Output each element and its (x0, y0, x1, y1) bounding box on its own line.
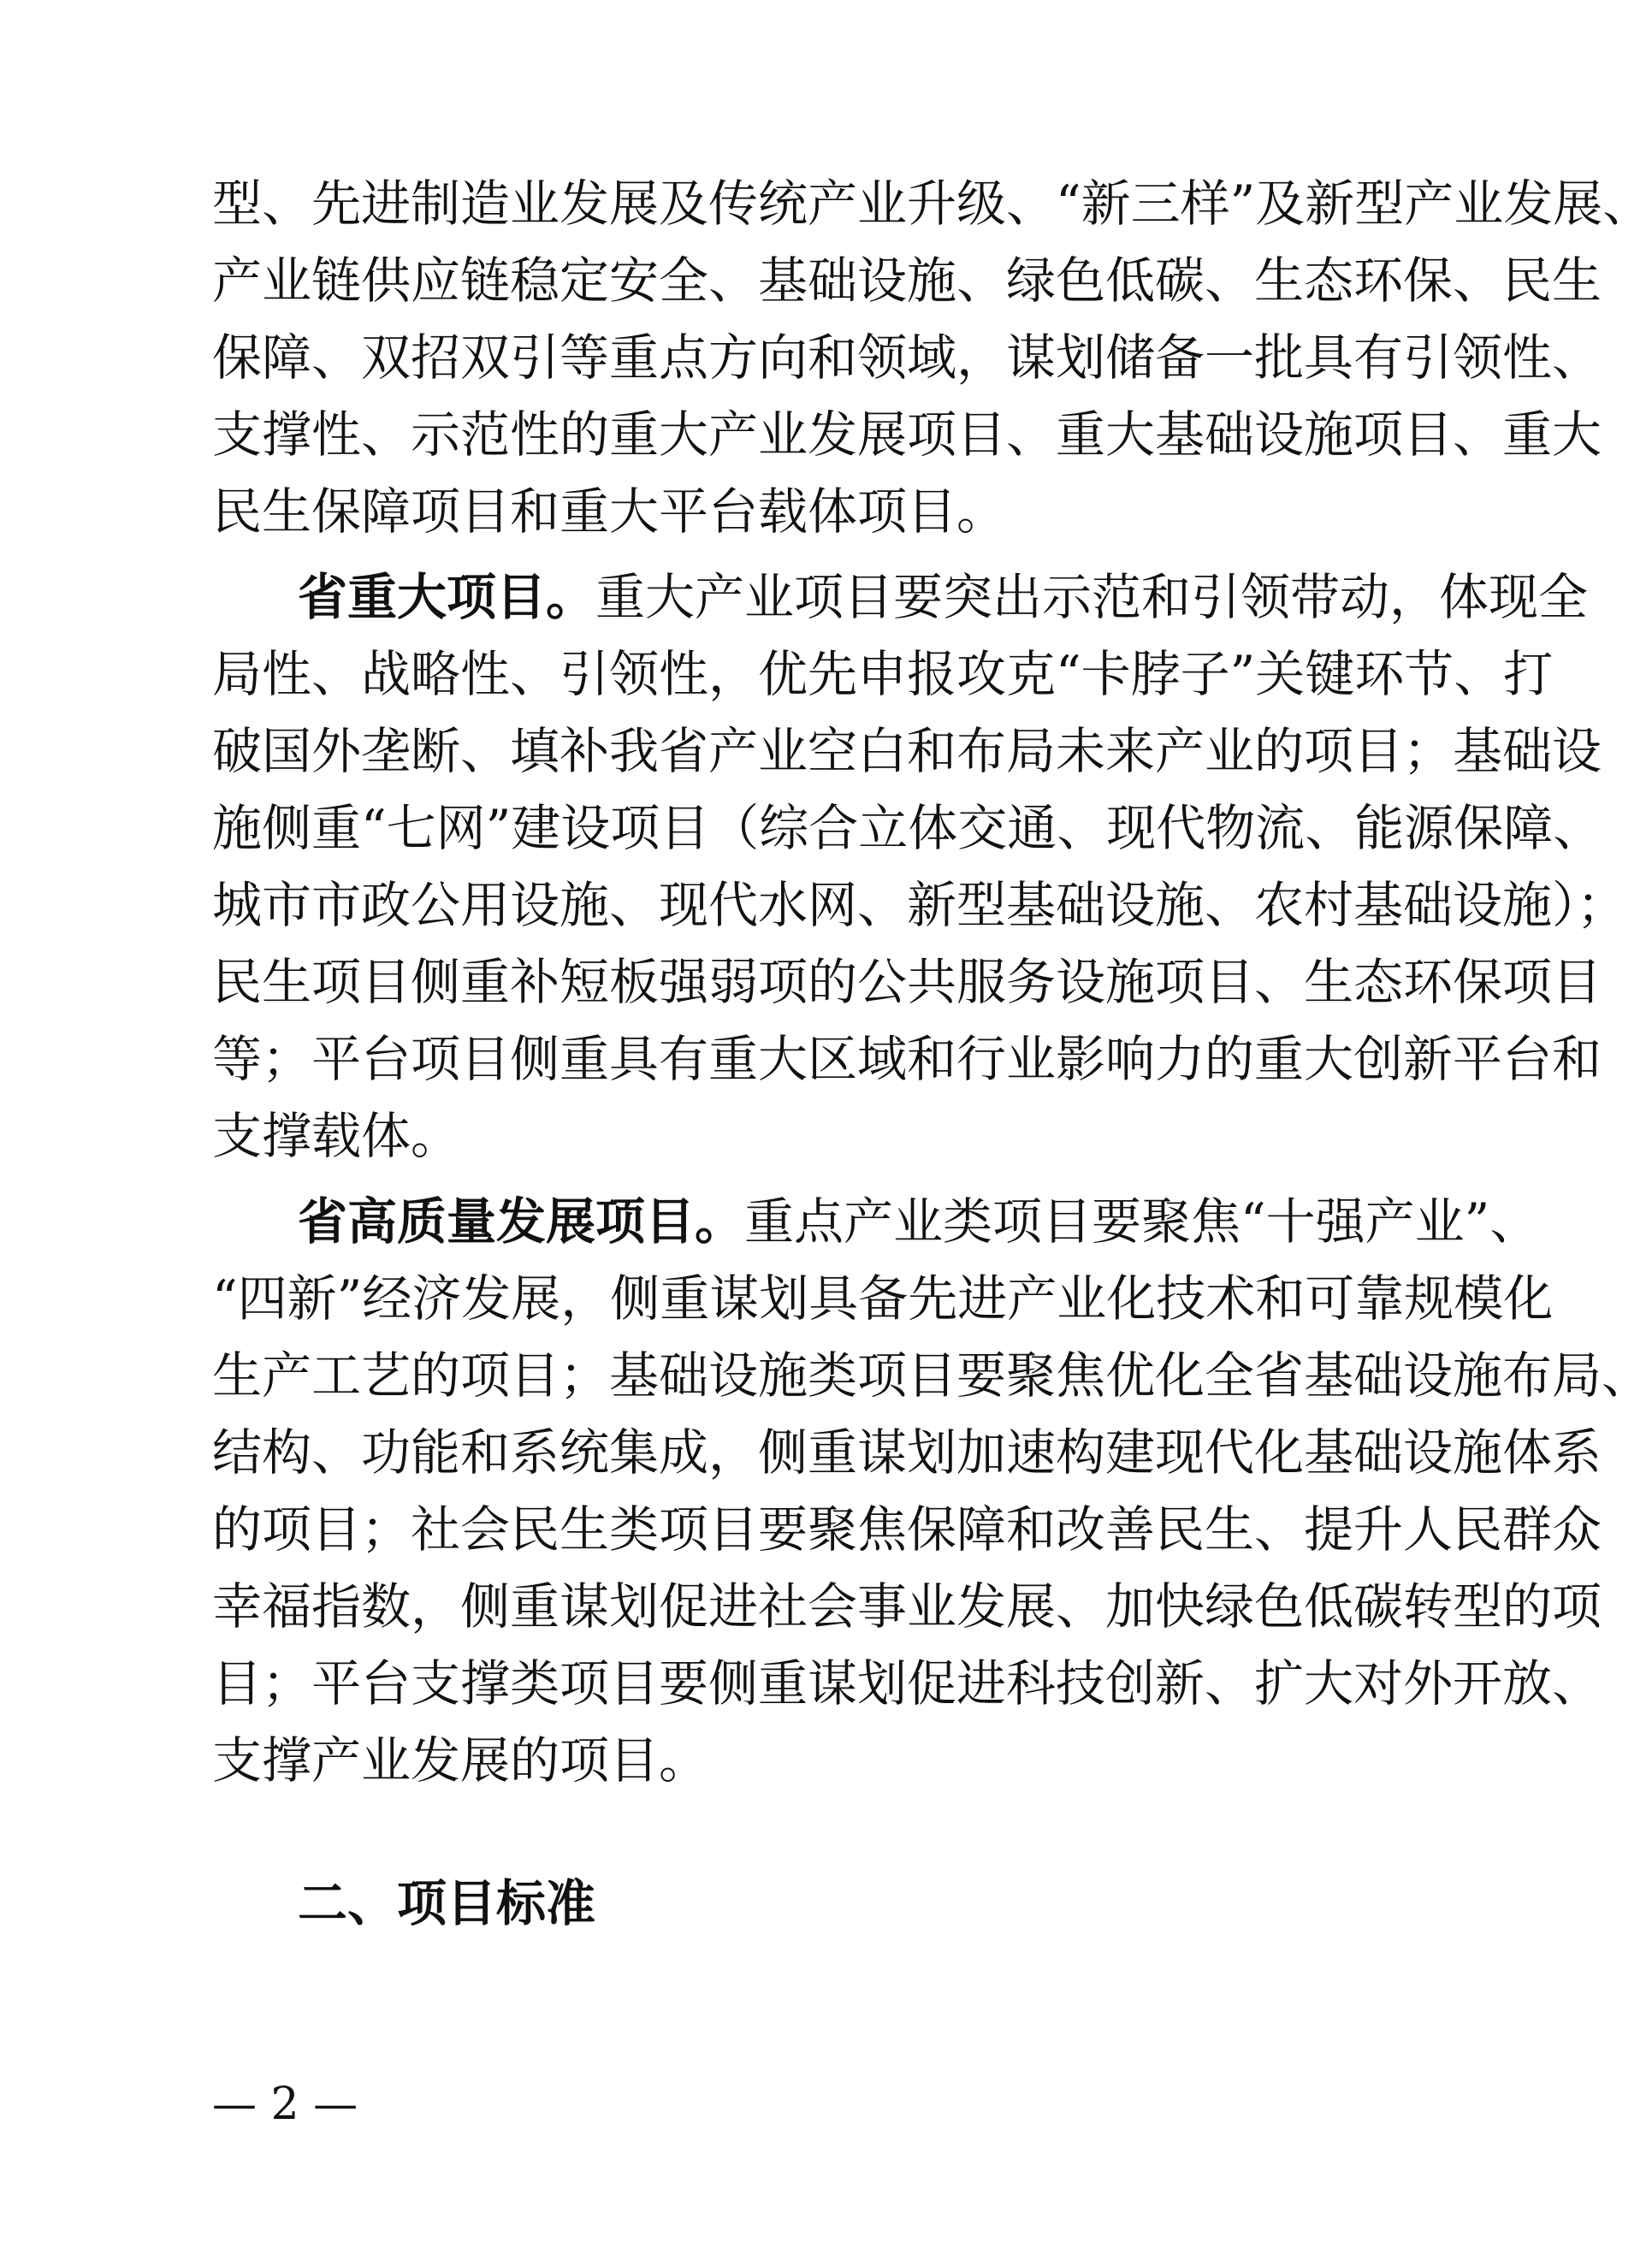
section-major-first-text: 重大产业项目要突出示范和引领带动，体现全 (595, 568, 1589, 626)
paragraph-line: 民生项目侧重补短板强弱项的公共服务设施项目、生态环保项目 (212, 953, 1602, 1011)
paragraph-line: 支撑产业发展的项目。 (212, 1731, 709, 1790)
paragraph-line: 目；平台支撑类项目要侧重谋划促进科技创新、扩大对外开放、 (212, 1654, 1602, 1713)
paragraph-line: 民生保障项目和重大平台载体项目。 (212, 482, 1007, 541)
paragraph-line: 施侧重“七网”建设项目（综合立体交通、现代物流、能源保障、 (212, 799, 1603, 857)
paragraph-line: 局性、战略性、引领性，优先申报攻克“卡脖子”关键环节、打 (212, 645, 1554, 703)
paragraph-line: 产业链供应链稳定安全、基础设施、绿色低碳、生态环保、民生 (212, 251, 1602, 310)
paragraph-line: 的项目；社会民生类项目要聚焦保障和改善民生、提升人民群众 (212, 1500, 1602, 1559)
section-quality-title: 省高质量发展项目。 (298, 1192, 745, 1251)
paragraph-line: 保障、双招双引等重点方向和领域，谋划储备一批具有引领性、 (212, 328, 1602, 387)
page-number: — 2 — (212, 2079, 358, 2130)
paragraph-line: 支撑性、示范性的重大产业发展项目、重大基础设施项目、重大 (212, 405, 1602, 464)
paragraph-line: 结构、功能和系统集成，侧重谋划加速构建现代化基础设施体系 (212, 1423, 1602, 1482)
section-quality-first-line (298, 1183, 1540, 1260)
section-heading-two: 二、项目标准 (298, 1874, 596, 1932)
paragraph-line: 型、先进制造业发展及传统产业升级、“新三样”及新型产业发展、 (212, 175, 1652, 233)
paragraph-line: 幸福指数，侧重谋划促进社会事业发展、加快绿色低碳转型的项 (212, 1577, 1602, 1636)
section-major-first-line (298, 559, 1589, 636)
paragraph-line: 支撑载体。 (212, 1107, 461, 1165)
paragraph-line: 生产工艺的项目；基础设施类项目要聚焦优化全省基础设施布局、 (212, 1346, 1652, 1405)
section-major-title: 省重大项目。 (298, 568, 596, 626)
paragraph-line: 破国外垄断、填补我省产业空白和布局未来产业的项目；基础设 (212, 722, 1602, 780)
paragraph-line: 城市市政公用设施、现代水网、新型基础设施、农村基础设施）； (212, 876, 1627, 934)
paragraph-line: 等；平台项目侧重具有重大区域和行业影响力的重大创新平台和 (212, 1030, 1602, 1088)
paragraph-line: “四新”经济发展，侧重谋划具备先进产业化技术和可靠规模化 (212, 1269, 1554, 1328)
section-quality-first-text: 重点产业类项目要聚焦“十强产业”、 (744, 1192, 1540, 1251)
